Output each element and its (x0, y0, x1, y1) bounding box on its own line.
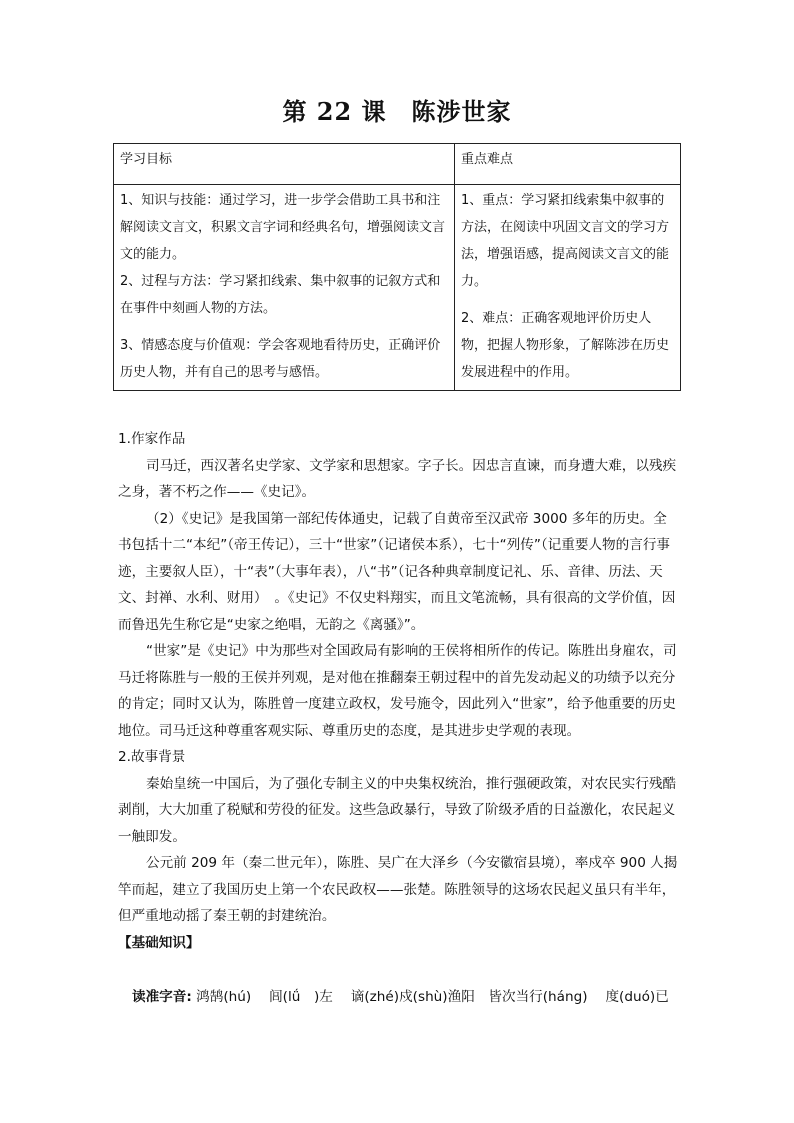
col-header-objectives: 学习目标 (114, 144, 455, 185)
key-point-item: 2、难点：正确客观地评价历史人物，把握人物形象，了解陈涉在历史发展进程中的作用。 (461, 311, 670, 380)
key-point-item: 1、重点：学习紧扣线索集中叙事的方法，在阅读中巩固文言文的学习方法，增强语感，提高阅读文言文的能力。 (461, 193, 670, 289)
paragraph-background-2: 公元前 209 年（秦二世元年），陈胜、吴广在大泽乡（今安徽宿县境），率戍卒 900 人揭竿而起，建立了我国历史上第一个农民政权——张楚。陈胜领导的这场农民起义虽只有半年，但严重地动摇了秦王朝的封建统治。 (118, 855, 678, 924)
objective-item: 2、过程与方法：学习紧扣线索、集中叙事的记叙方式和在事件中刻画人物的方法。 (120, 274, 441, 316)
paragraph-author-intro: 司马迁，西汉著名史学家、文学家和思想家。字子长。因忠言直谏，而身遭大难，以残疾之身，著不朽之作——《史记》。 (118, 457, 677, 500)
goals-table-header-row (114, 144, 681, 185)
section-heading-basics: 【基础知识】 (118, 934, 200, 951)
pronunciation-text: 鸿鹄(hú) 闾(lǘ )左 谪(zhé)戍(shù)渔阳 皆次当行(háng) 度(duó)已 (191, 989, 669, 1005)
paragraph-background-1: 秦始皇统一中国后，为了强化专制主义的中央集权统治，推行强硬政策，对农民实行残酷剥削，大大加重了税赋和劳役的征发。这些急政暴行，导致了阶级矛盾的日益激化，农民起义一触即发。 (118, 775, 677, 845)
paragraph-shiji: （2）《史记》是我国第一部纪传体通史，记载了自黄帝至汉武帝 3000 多年的历史。全书包括十二“本纪”（帝王传记），三十“世家”（记诸侯本系），七十“列传”（记重要人物的言行事迹，主要叙人臣），十“表”（大事年表），八“书”（记各种典章制度记礼、乐、音律、历法、天文、封禅、水利、财用） 。《史记》不仅史料翔实，而且文笔流畅，具有很高的文学价值，因而鲁迅先生称它是“史家之绝唱，无韵之《离骚》”。 (118, 510, 676, 633)
goals-table (113, 143, 681, 391)
page-title: 第 22 课 陈涉世家 (282, 97, 512, 126)
section-heading-author: 1.作家作品 (118, 431, 186, 447)
pronunciation-line (132, 985, 669, 1005)
paragraph-shijia: “世家”是《史记》中为那些对全国政局有影响的王侯将相所作的传记。陈胜出身雇农，司马迁将陈胜与一般的王侯并列观，是对他在推翻秦王朝过程中的首先发动起义的功绩予以充分的肯定；同时又认为，陈胜曾一度建立政权，发号施令，因此列入“世家”，给予他重要的历史地位。司马迁这种尊重客观实际、尊重历史的态度，是其进步史学观的表现。 (118, 643, 677, 739)
objective-item: 3、情感态度与价值观：学会客观地看待历史，正确评价历史人物，并有自己的思考与感悟。 (120, 338, 441, 380)
pronunciation-label: 读准字音: (132, 989, 192, 1005)
objective-item: 1、知识与技能：通过学习，进一步学会借助工具书和注解阅读文言文，积累文言字词和经典名句，增强阅读文言文的能力。 (120, 193, 446, 262)
col-header-key-points: 重点难点 (455, 144, 681, 185)
section-heading-background: 2.故事背景 (118, 749, 186, 765)
main-content (118, 426, 678, 956)
goals-table-body-row (114, 185, 681, 391)
objectives-cell (114, 185, 455, 391)
key-points-cell (455, 185, 681, 391)
